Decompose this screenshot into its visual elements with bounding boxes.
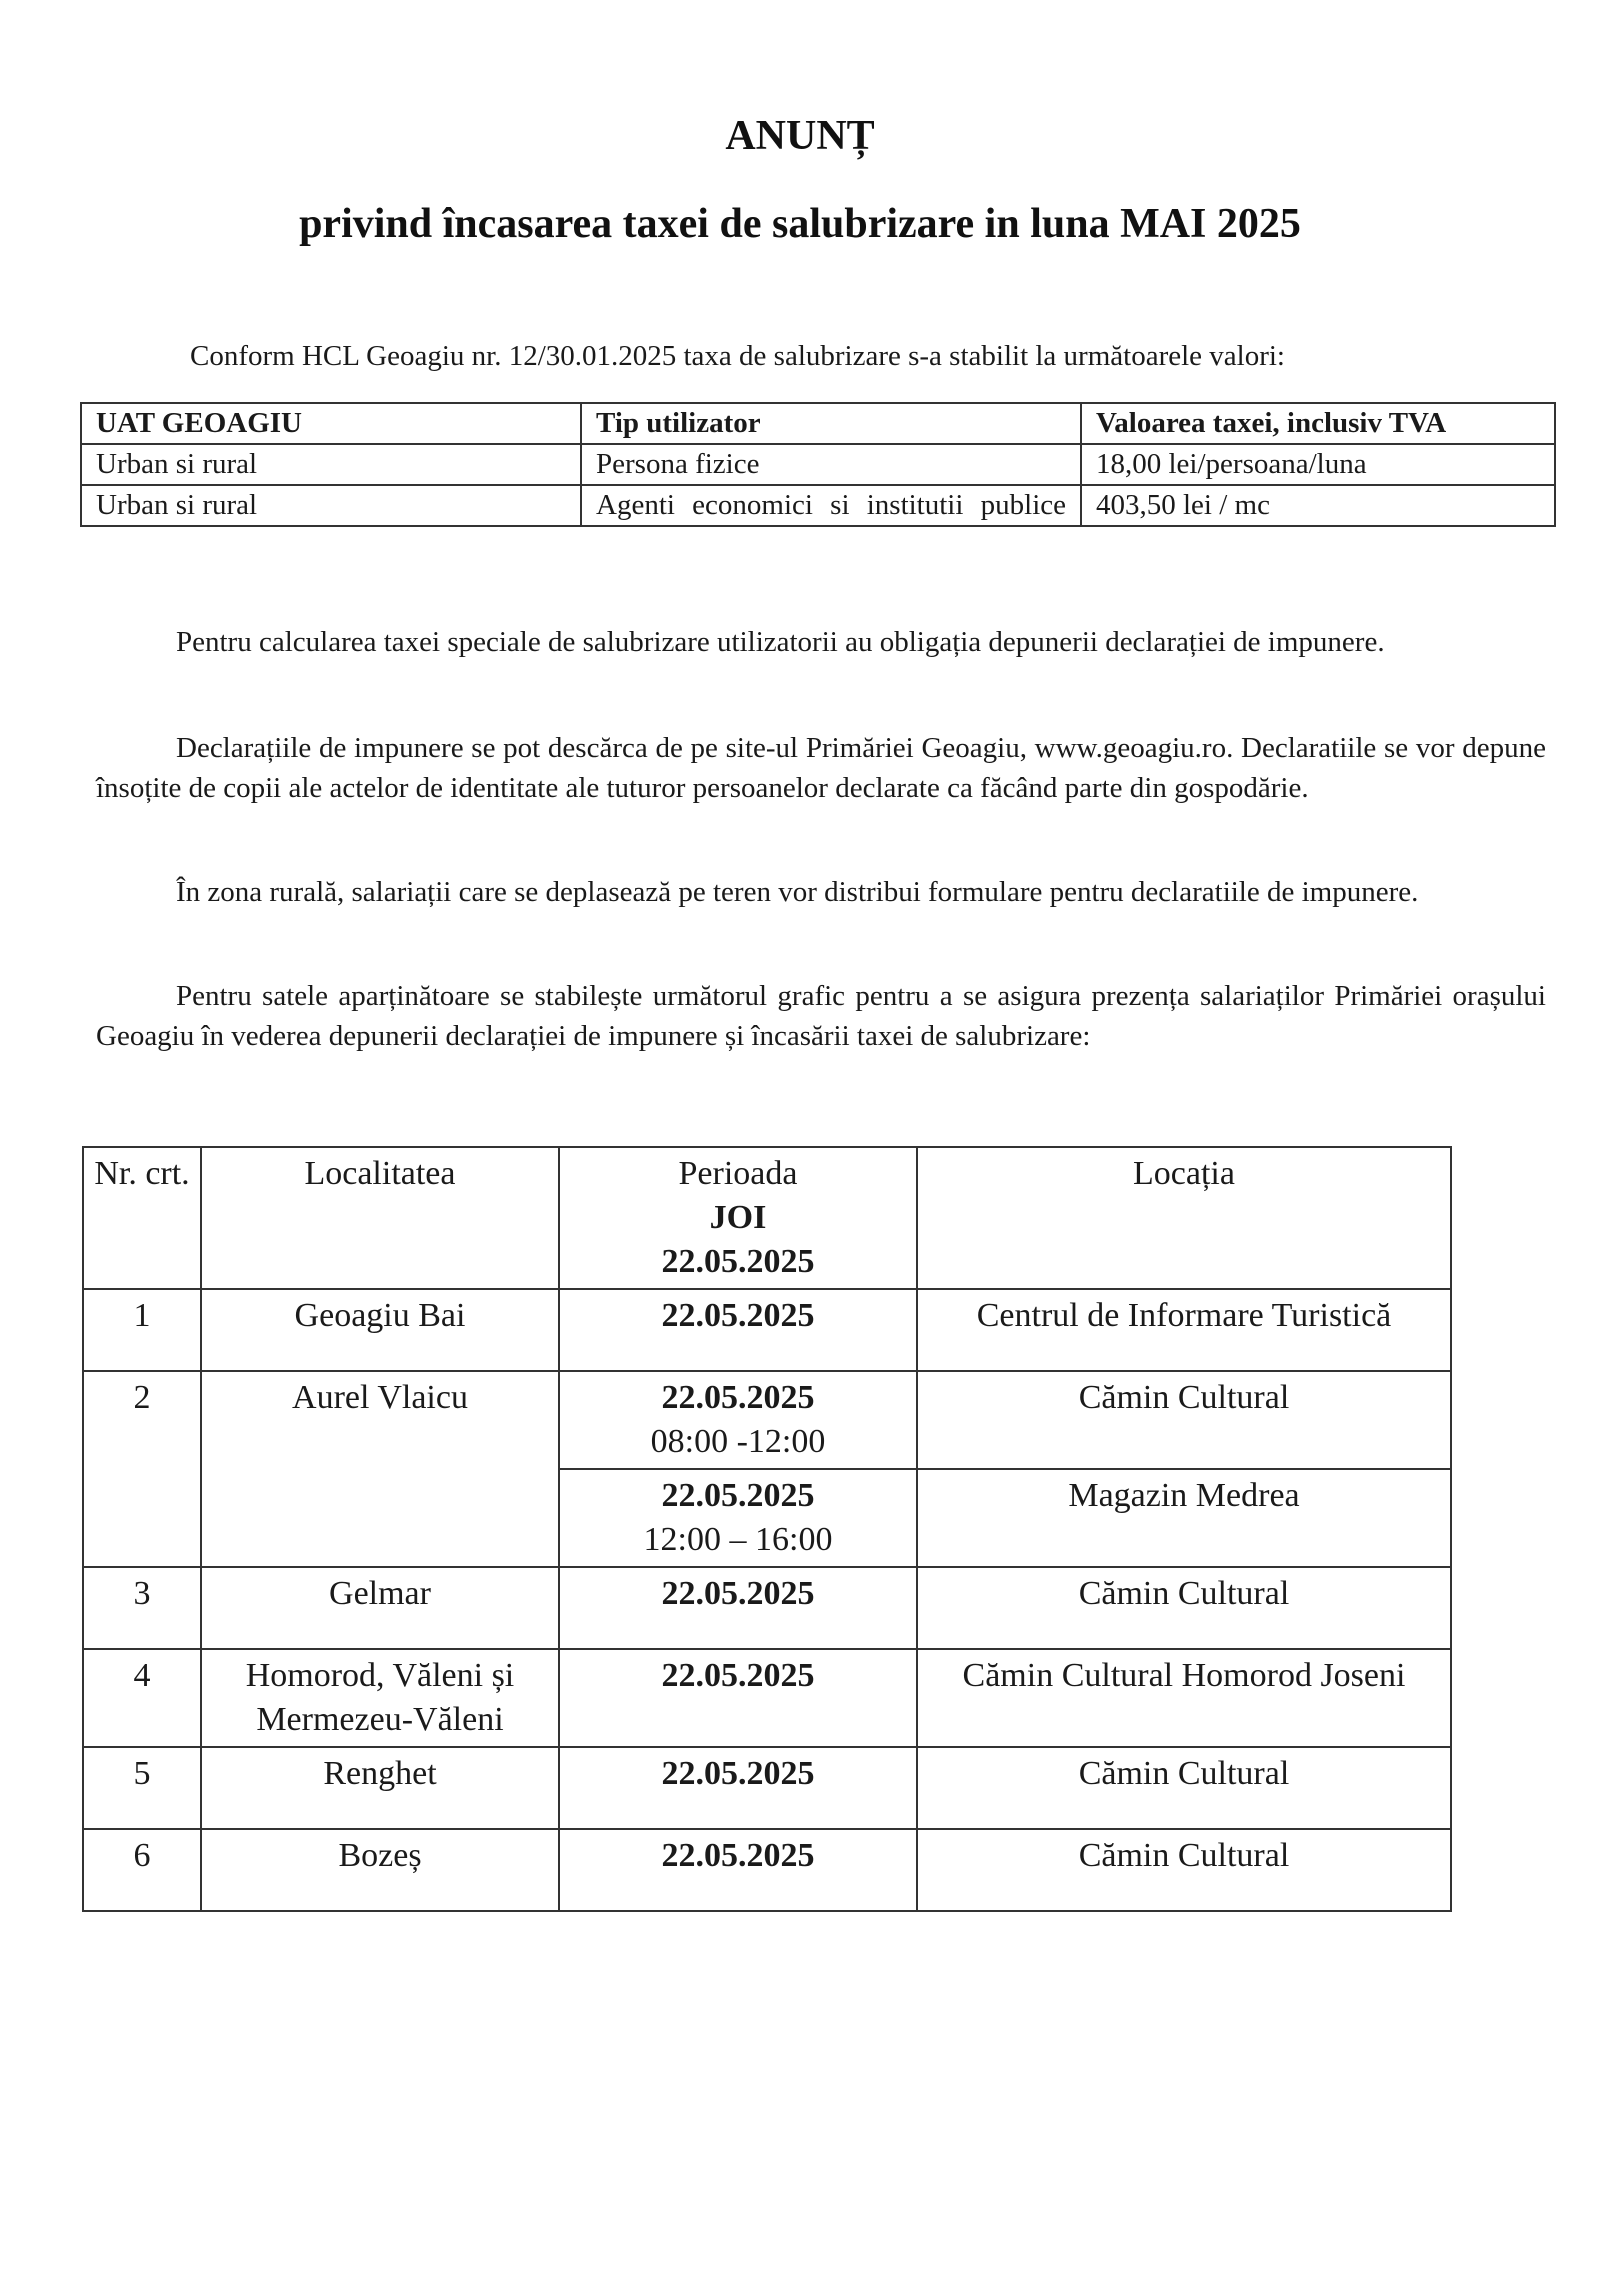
cell-time: 12:00 – 16:00 [643, 1521, 833, 1558]
cell-localitate: Homorod, Văleni și Mermezeu-Văleni [201, 1649, 559, 1747]
cell-locatie: Cămin Cultural [917, 1829, 1451, 1911]
cell-nr: 6 [83, 1829, 201, 1911]
page-subtitle: privind încasarea taxei de salubrizare in luna MAI 2025 [299, 201, 1301, 247]
header-perioada-date: 22.05.2025 [661, 1243, 815, 1280]
cell-locatie: Cămin Cultural [917, 1371, 1451, 1469]
cell-nr: 2 [83, 1371, 201, 1567]
cell-date: 22.05.2025 [559, 1649, 917, 1747]
paragraph: Pentru calcularea taxei speciale de salubrizare utilizatorii au obligația depunerii declarației de impunere. [176, 626, 1385, 658]
header-locatie: Locația [917, 1147, 1451, 1289]
cell-date: 22.05.2025 [661, 1477, 815, 1514]
intro-text: Conform HCL Geoagiu nr. 12/30.01.2025 taxa de salubrizare s-a stabilit la următoarele valori: [190, 340, 1285, 372]
fee-cell-uat: Urban si rural [81, 485, 581, 526]
cell-nr: 1 [83, 1289, 201, 1371]
cell-date: 22.05.2025 [661, 1379, 815, 1416]
table-row [83, 1371, 1451, 1469]
cell-locatie: Cămin Cultural Homorod Joseni [917, 1649, 1451, 1747]
cell-localitate: Geoagiu Bai [201, 1289, 559, 1371]
schedule-table [82, 1146, 1452, 1912]
table-row [83, 1747, 1451, 1829]
cell-nr: 3 [83, 1567, 201, 1649]
table-row [83, 1829, 1451, 1911]
cell-localitate: Aurel Vlaicu [201, 1371, 559, 1567]
table-row [83, 1289, 1451, 1371]
fee-cell-tip: Agenti economici si institutii publice [581, 485, 1081, 526]
cell-date: 22.05.2025 [559, 1747, 917, 1829]
cell-perioada [559, 1371, 917, 1469]
cell-locatie: Cămin Cultural [917, 1567, 1451, 1649]
header-localitate: Localitatea [201, 1147, 559, 1289]
fee-header-tip: Tip utilizator [581, 403, 1081, 444]
fee-cell-uat: Urban si rural [81, 444, 581, 485]
cell-date: 22.05.2025 [559, 1567, 917, 1649]
cell-nr: 4 [83, 1649, 201, 1747]
fee-table [80, 402, 1556, 527]
header-nr: Nr. crt. [83, 1147, 201, 1289]
fee-table-header [81, 403, 1555, 444]
paragraph: Declarațiile de impunere se pot descărca de pe site-ul Primăriei Geoagiu, www.geoagiu.ro. Declaratiile se vor depune însoțite de copii ale actelor de identitate ale tuturor persoanelor declarate ca făcând parte din gospodărie. [96, 732, 1546, 804]
cell-perioada [559, 1469, 917, 1567]
cell-locatie: Magazin Medrea [917, 1469, 1451, 1567]
cell-localitate: Renghet [201, 1747, 559, 1829]
cell-nr: 5 [83, 1747, 201, 1829]
cell-localitate: Gelmar [201, 1567, 559, 1649]
paragraph: În zona rurală, salariații care se deplasează pe teren vor distribui formulare pentru declaratiile de impunere. [176, 876, 1419, 908]
table-row [83, 1649, 1451, 1747]
header-perioada-label: Perioada [678, 1155, 798, 1192]
header-perioada-day: JOI [709, 1199, 767, 1236]
table-row [81, 444, 1555, 485]
page-title: ANUNȚ [725, 113, 875, 159]
header-perioada [559, 1147, 917, 1289]
fee-cell-valoare: 18,00 lei/persoana/luna [1081, 444, 1555, 485]
cell-localitate: Bozeș [201, 1829, 559, 1911]
table-row [83, 1567, 1451, 1649]
cell-date: 22.05.2025 [559, 1289, 917, 1371]
fee-header-valoare: Valoarea taxei, inclusiv TVA [1081, 403, 1555, 444]
table-row [81, 485, 1555, 526]
fee-header-uat: UAT GEOAGIU [81, 403, 581, 444]
paragraph: Pentru satele aparținătoare se stabilește următorul grafic pentru a se asigura prezența salariaților Primăriei orașului Geoagiu în vederea depunerii declarației de impunere și încasării taxei de salubrizare: [96, 980, 1546, 1052]
schedule-header [83, 1147, 1451, 1289]
cell-date: 22.05.2025 [559, 1829, 917, 1911]
cell-locatie: Centrul de Informare Turistică [917, 1289, 1451, 1371]
cell-time: 08:00 -12:00 [650, 1423, 826, 1460]
cell-locatie: Cămin Cultural [917, 1747, 1451, 1829]
fee-cell-valoare: 403,50 lei / mc [1081, 485, 1555, 526]
fee-cell-tip: Persona fizice [581, 444, 1081, 485]
